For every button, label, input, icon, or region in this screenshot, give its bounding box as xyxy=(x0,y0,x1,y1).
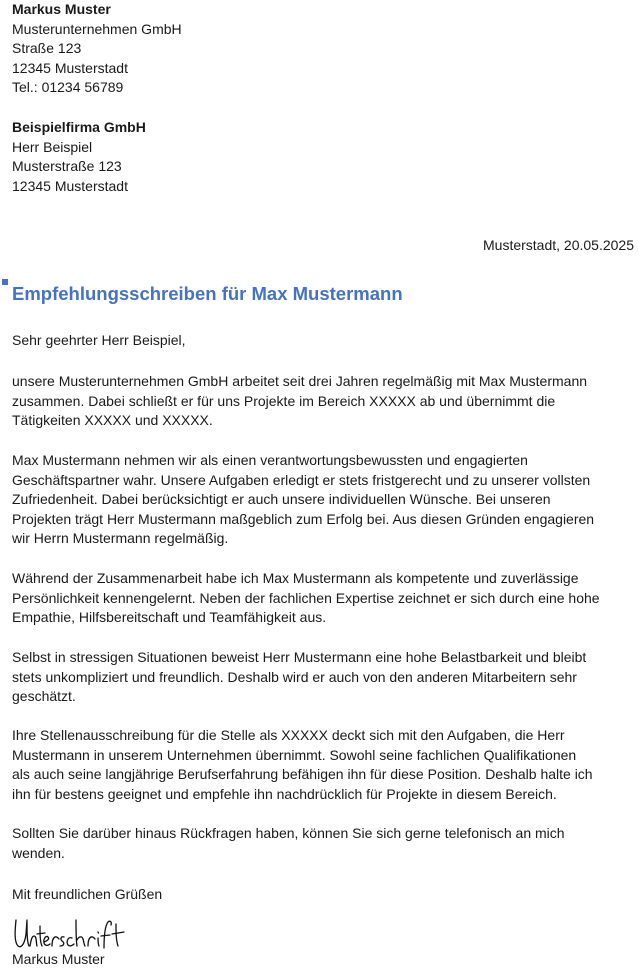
recipient-city: 12345 Musterstadt xyxy=(12,177,128,194)
paragraph-line: Projekten trägt Herr Mustermann maßgeblich zum Erfolg bei. Aus diesen Gründen engagieren xyxy=(12,510,595,527)
paragraph-line: unsere Musterunternehmen GmbH arbeitet seit drei Jahren regelmäßig mit Max Mustermann xyxy=(12,373,588,389)
paragraph-line: Mustermann in unserem Unternehmen übernimmt. Sowohl seine fachlichen Qualifikationen xyxy=(12,746,577,763)
paragraph-5 xyxy=(12,726,636,804)
paragraph-line: Empathie, Hilfsbereitschaft und Teamfähigkeit aus. xyxy=(12,609,327,626)
date-line: Musterstadt, 20.05.2025 xyxy=(483,237,634,253)
paragraph-line: Geschäftspartner wahr. Unsere Aufgaben erledigt er stets fristgerecht und zu unserer vollsten xyxy=(12,471,591,488)
sender-city: 12345 Musterstadt xyxy=(12,59,128,76)
recipient-address xyxy=(12,118,636,196)
sender-company: Musterunternehmen GmbH xyxy=(12,20,182,37)
sender-phone: Tel.: 01234 56789 xyxy=(12,79,124,96)
subject-heading: Empfehlungsschreiben für Max Mustermann xyxy=(12,283,403,304)
closing: Mit freundlichen Grüßen xyxy=(12,886,163,902)
paragraph-line: Tätigkeiten XXXXX und XXXXX. xyxy=(12,412,213,429)
sender-street: Straße 123 xyxy=(12,40,82,57)
paragraph-3 xyxy=(12,569,636,628)
paragraph-line: wir Herrn Mustermann regelmäßig. xyxy=(12,530,229,547)
paragraph-6 xyxy=(12,824,636,863)
paragraph-line: Persönlichkeit kennengelernt. Neben der fachlichen Expertise zeichnet er sich durch eine hohe xyxy=(12,589,600,606)
paragraph-line: Sollten Sie darüber hinaus Rückfragen haben, können Sie sich gerne telefonisch an mich xyxy=(12,825,565,841)
paragraph-line: geschätzt. xyxy=(12,688,76,705)
paragraph-line: Max Mustermann nehmen wir als einen verantwortungsbewussten und engagierten xyxy=(12,452,528,468)
paragraph-2 xyxy=(12,451,636,549)
paragraph-line: als auch seine langjährige Berufserfahrung befähigen ihn für diese Position. Deshalb halte ich xyxy=(12,766,593,783)
paragraph-1 xyxy=(12,372,636,431)
paragraph-line: Zufriedenheit. Dabei berücksichtigt er auch unsere individuellen Wünsche. Bei unseren xyxy=(12,491,551,508)
paragraph-line: ihn für bestens geeignet und empfehle ihn nachdrücklich für Projekte in diesem Bereich. xyxy=(12,785,557,802)
paragraph-line: wenden. xyxy=(12,844,65,861)
salutation: Sehr geehrter Herr Beispiel, xyxy=(12,332,186,348)
paragraph-line: Selbst in stressigen Situationen beweist Herr Mustermann eine hohe Belastbarkeit und bleibt xyxy=(12,649,587,665)
recipient-person: Herr Beispiel xyxy=(12,138,93,155)
recipient-street: Musterstraße 123 xyxy=(12,158,122,175)
handwritten-signature xyxy=(12,912,132,954)
paragraph-line: zusammen. Dabei schließt er für uns Projekte im Bereich XXXXX ab und übernimmt die xyxy=(12,392,556,409)
recipient-company: Beispielfirma GmbH xyxy=(12,119,146,135)
paragraph-line: Während der Zusammenarbeit habe ich Max Mustermann als kompetente und zuverlässige xyxy=(12,570,579,586)
signer-name: Markus Muster xyxy=(12,951,105,967)
heading-marker xyxy=(2,279,8,285)
paragraph-line: Ihre Stellenausschreibung für die Stelle als XXXXX deckt sich mit den Aufgaben, die Herr xyxy=(12,727,565,743)
paragraph-line: stets unkompliziert und freundlich. Deshalb wird er auch von den anderen Mitarbeitern sehr xyxy=(12,668,577,685)
paragraph-4 xyxy=(12,648,636,707)
sender-address xyxy=(12,0,636,98)
sender-name: Markus Muster xyxy=(12,1,111,17)
